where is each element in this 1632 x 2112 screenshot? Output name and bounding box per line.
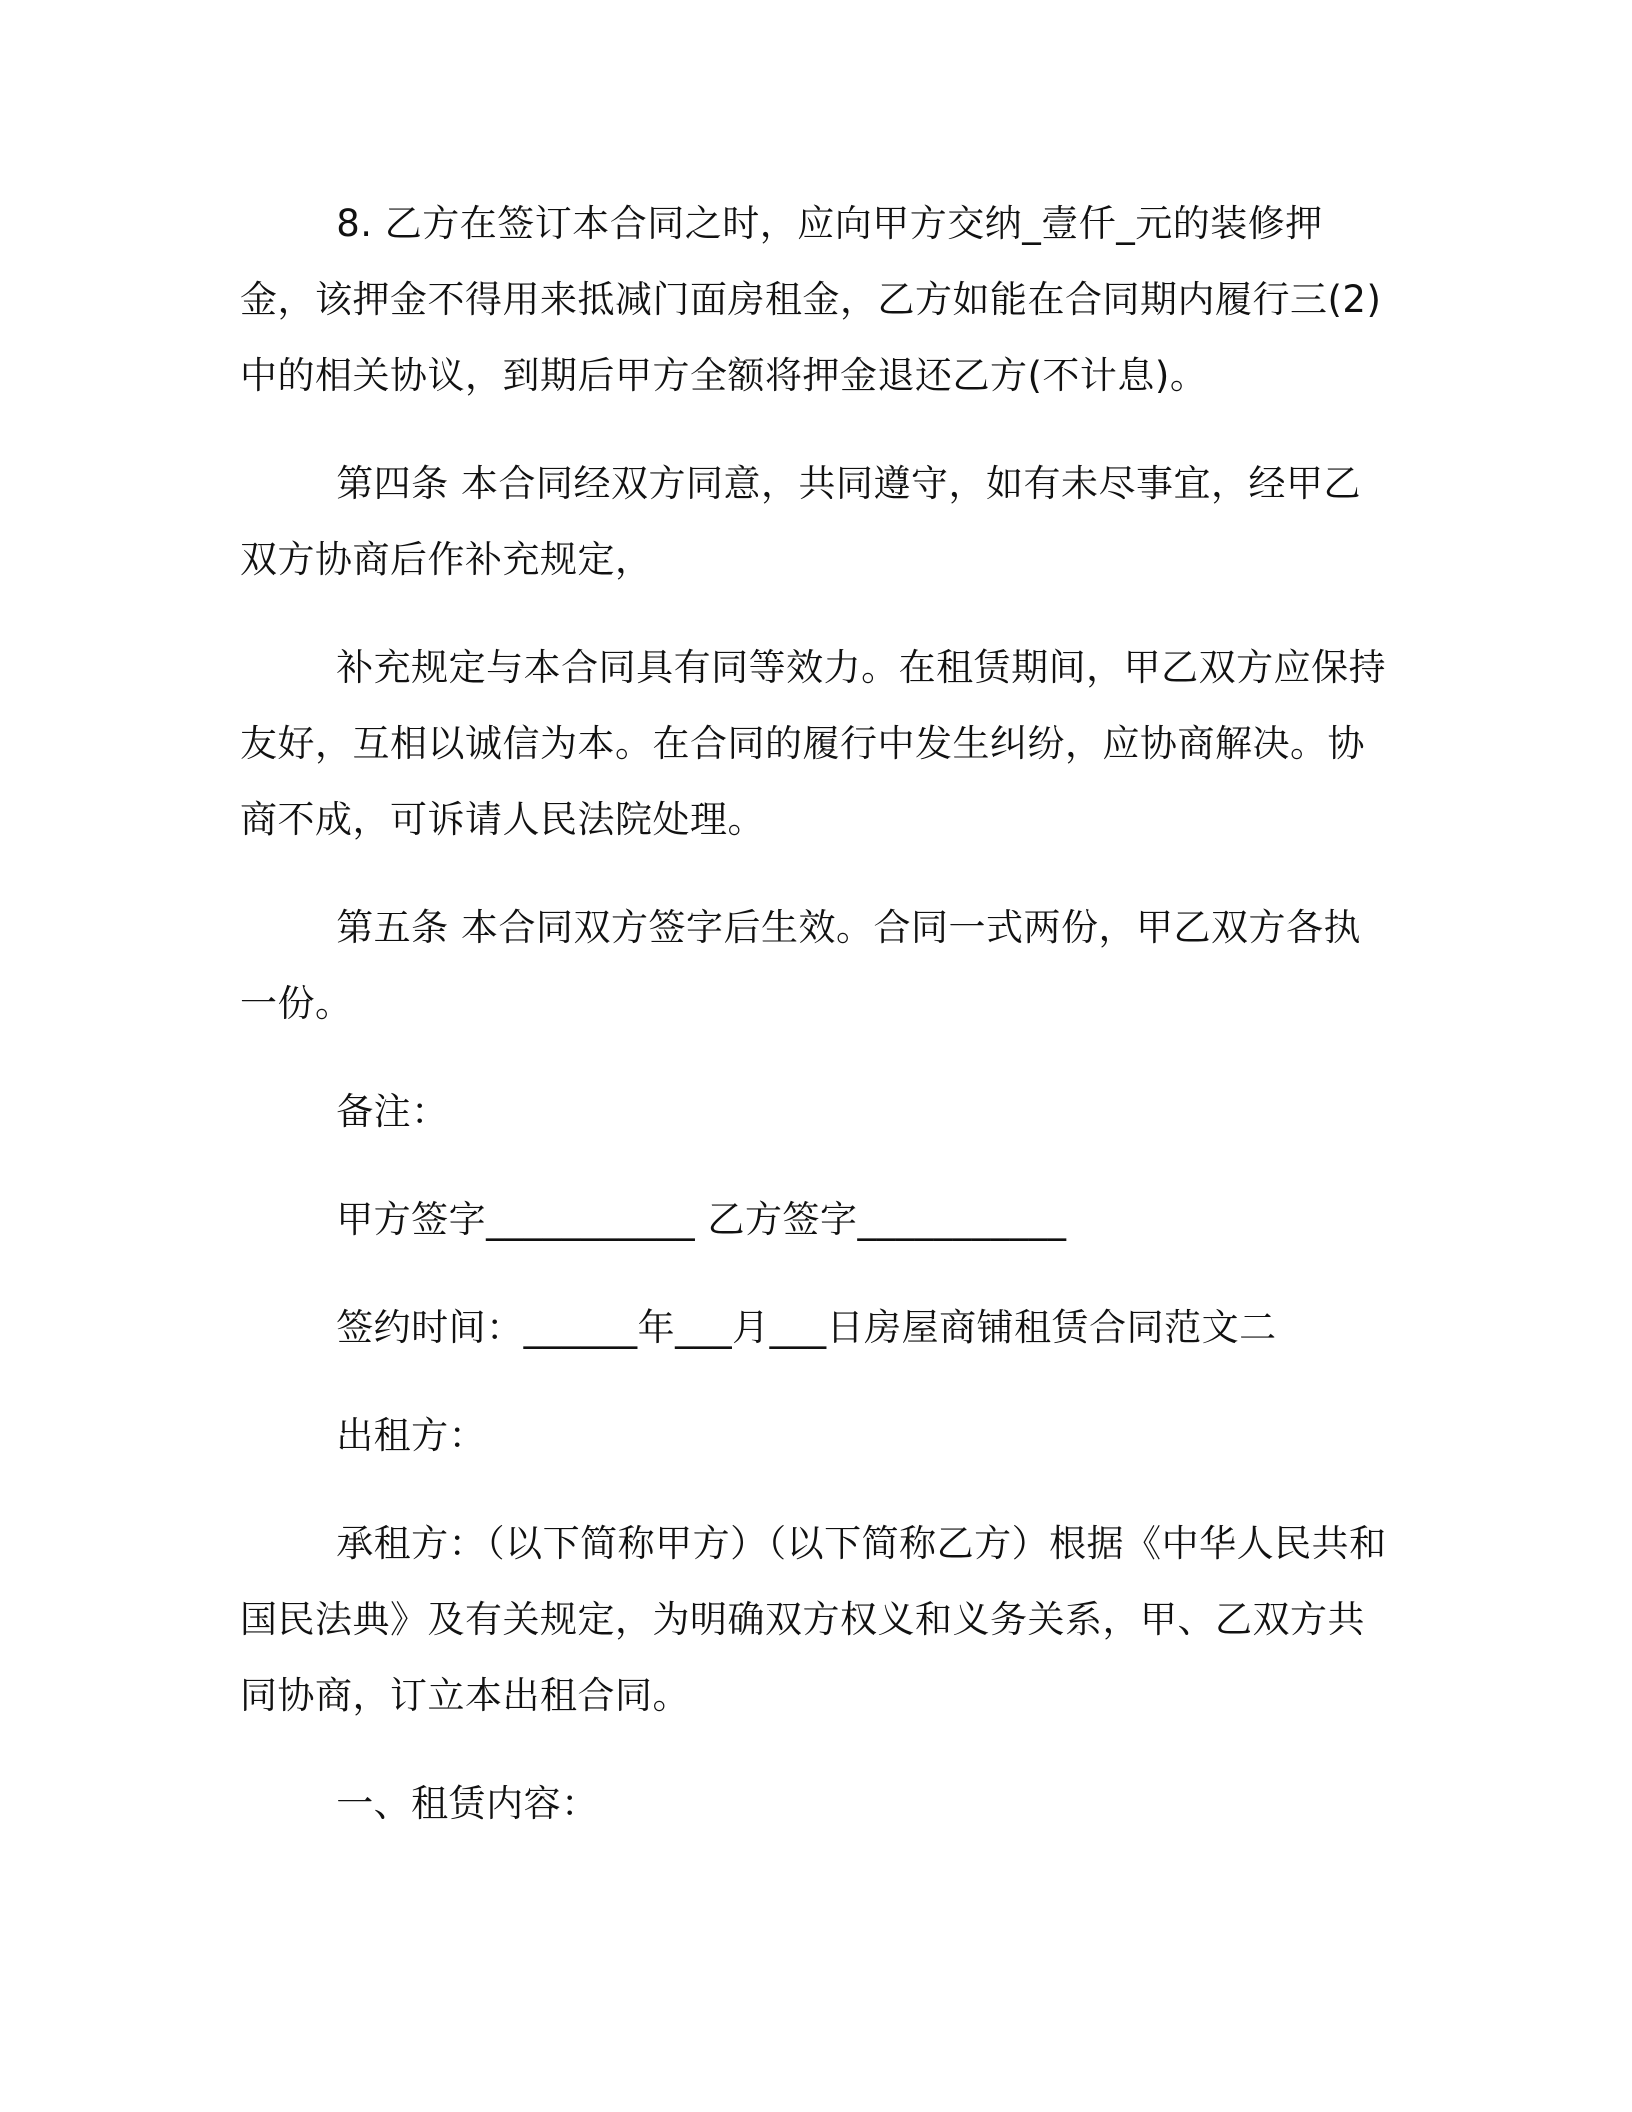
paragraph-deposit-clause: 8. 乙方在签订本合同之时，应向甲方交纳_壹仟_元的装修押金，该押金不得用来抵减门面房租金，乙方如能在合同期内履行三(2)中的相关协议，到期后甲方全额将押金退还乙方(不计息)。 <box>240 202 1382 397</box>
paragraph-supplement: 补充规定与本合同具有同等效力。在租赁期间，甲乙双方应保持友好，互相以诚信为本。在合同的履行中发生纠纷，应协商解决。协商不成，可诉请人民法院处理。 <box>240 646 1387 841</box>
paragraph-article-five: 第五条 本合同双方签字后生效。合同一式两份，甲乙双方各执一份。 <box>240 906 1361 1025</box>
paragraph-signatures: 甲方签字___________ 乙方签字___________ <box>336 1198 1067 1241</box>
document-body <box>240 186 1390 1842</box>
paragraph-section-one: 一、租赁内容： <box>336 1782 599 1825</box>
paragraph-sign-date: 签约时间：______年___月___日房屋商铺租赁合同范文二 <box>336 1306 1277 1349</box>
paragraph-lessee: 承租方：（以下简称甲方）（以下简称乙方）根据《中华人民共和国民法典》及有关规定，为明确双方权义和义务关系，甲、乙双方共同协商，订立本出租合同。 <box>240 1522 1387 1717</box>
paragraph-article-four: 第四条 本合同经双方同意，共同遵守，如有未尽事宜，经甲乙双方协商后作补充规定， <box>240 462 1361 581</box>
paragraph-lessor: 出租方： <box>336 1414 487 1457</box>
paragraph-remarks: 备注： <box>336 1090 449 1133</box>
